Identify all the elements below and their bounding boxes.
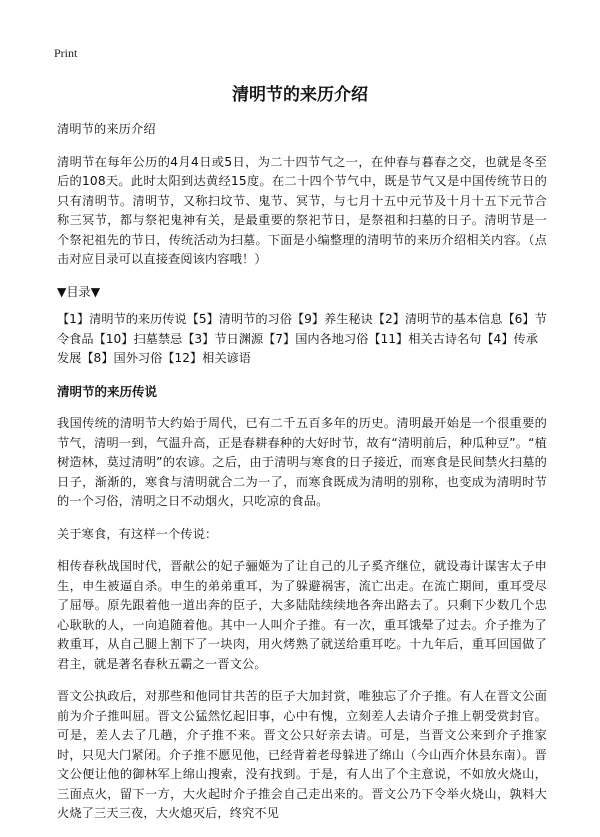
toc-link-9[interactable]: 【9】养生秘诀 — [291, 312, 373, 326]
article-body — [57, 120, 547, 837]
toc-link-3[interactable]: 【3】节日渊源 — [182, 331, 264, 346]
toc-link-10[interactable]: 【10】扫墓禁忌 — [93, 331, 183, 346]
toc-link-7[interactable]: 【7】国内各地习俗 — [263, 331, 369, 346]
toc-link-6[interactable]: 【6】节令食品 — [57, 312, 547, 346]
toc-link-8[interactable]: 【8】国外习俗 — [81, 351, 163, 365]
toc-link-4[interactable]: 【4】传承发展 — [57, 331, 538, 365]
toc-heading: ▼目录▼ — [57, 284, 101, 299]
section-heading: 清明节的来历传说 — [57, 383, 158, 399]
intro-paragraph: 清明节在每年公历的4月4日或5日，为二十四节气之一，在仲春与暮春之交，也就是冬至后的108天。此时太阳到达黄经15度。在二十四个节气中，既是节气又是中国传统节日的只有清明节。清明节，又称扫坟节、鬼节、冥节，与七月十五中元节及十月十五下元节合称三冥节，都与祭祀鬼神有关，是最重要的祭祀节日，是祭祖和扫墓的日子。清明节是一个祭祀祖先的节日，传统活动为扫墓。下面是小编整理的清明节的来历介绍相关内容。（点击对应目录可以直接查阅该内容哦！） — [57, 154, 547, 266]
toc-link-5[interactable]: 【5】清明节的习俗 — [186, 312, 292, 326]
section-paragraph: 我国传统的清明节大约始于周代，已有二千五百多年的历史。清明最开始是一个很重要的节气，清明一到，气温升高，正是春耕春种的大好时节，故有“清明前后，种瓜种豆”。“植树造林，莫过清明”的农谚。之后，由于清明与寒食的日子接近，而寒食是民间禁火扫墓的日子，渐渐的，寒食与清明就合二为一了，而寒食既成为清明的别称，也变成为清明时节的一个习俗，清明之日不动烟火，只吃凉的食品。 — [57, 416, 547, 508]
subtitle: 清明节的来历介绍 — [57, 122, 156, 136]
toc-link-11[interactable]: 【11】相关古诗名句 — [368, 331, 482, 346]
print-label: Print — [54, 46, 78, 60]
toc-link-1[interactable]: 【1】清明节的来历传说 — [57, 312, 187, 326]
page-title: 清明节的来历介绍 — [232, 85, 368, 105]
section-paragraph: 晋文公执政后，对那些和他同甘共苦的臣子大加封赏，唯独忘了介子推。有人在晋文公面前为介子推叫屈。晋文公猛然忆起旧事，心中有愧，立刻差人去请介子推上朝受赏封官。可是，差人去了几趟，介子推不来。晋文公只好亲去请。可是，当晋文公来到介子推家时，只见大门紧闭。介子推不愿见他，已经背着老母躲进了绵山（今山西介休县东南）。晋文公便让他的御林军上绵山搜索，没有找到。于是，有人出了个主意说，不如放火烧山，三面点火，留下一方，大火起时介子推会自己走出来的。晋文公乃下令举火烧山，孰料大火烧了三天三夜，大火熄灭后，终究不见 — [57, 689, 547, 820]
toc-link-2[interactable]: 【2】清明节的基本信息 — [372, 312, 503, 326]
toc-link-12[interactable]: 【12】相关谚语 — [162, 351, 251, 365]
toc-list — [57, 310, 547, 369]
section-paragraph: 相传春秋战国时代，晋献公的妃子骊姬为了让自己的儿子奚齐继位，就设毒计谋害太子申生，申生被逼自杀。申生的弟弟重耳，为了躲避祸害，流亡出走。在流亡期间，重耳受尽了屈辱。原先跟着他一道出奔的臣子，大多陆陆续续地各奔出路去了。只剩下少数几个忠心耿耿的人，一向追随着他。其中一人叫介子推。有一次，重耳饿晕了过去。介子推为了救重耳，从自己腿上割下了一块肉，用火烤熟了就送给重耳吃。十九年后，重耳回国做了君主，就是著名春秋五霸之一晋文公。 — [57, 559, 547, 671]
section-paragraph: 关于寒食，有这样一个传说： — [57, 526, 218, 541]
